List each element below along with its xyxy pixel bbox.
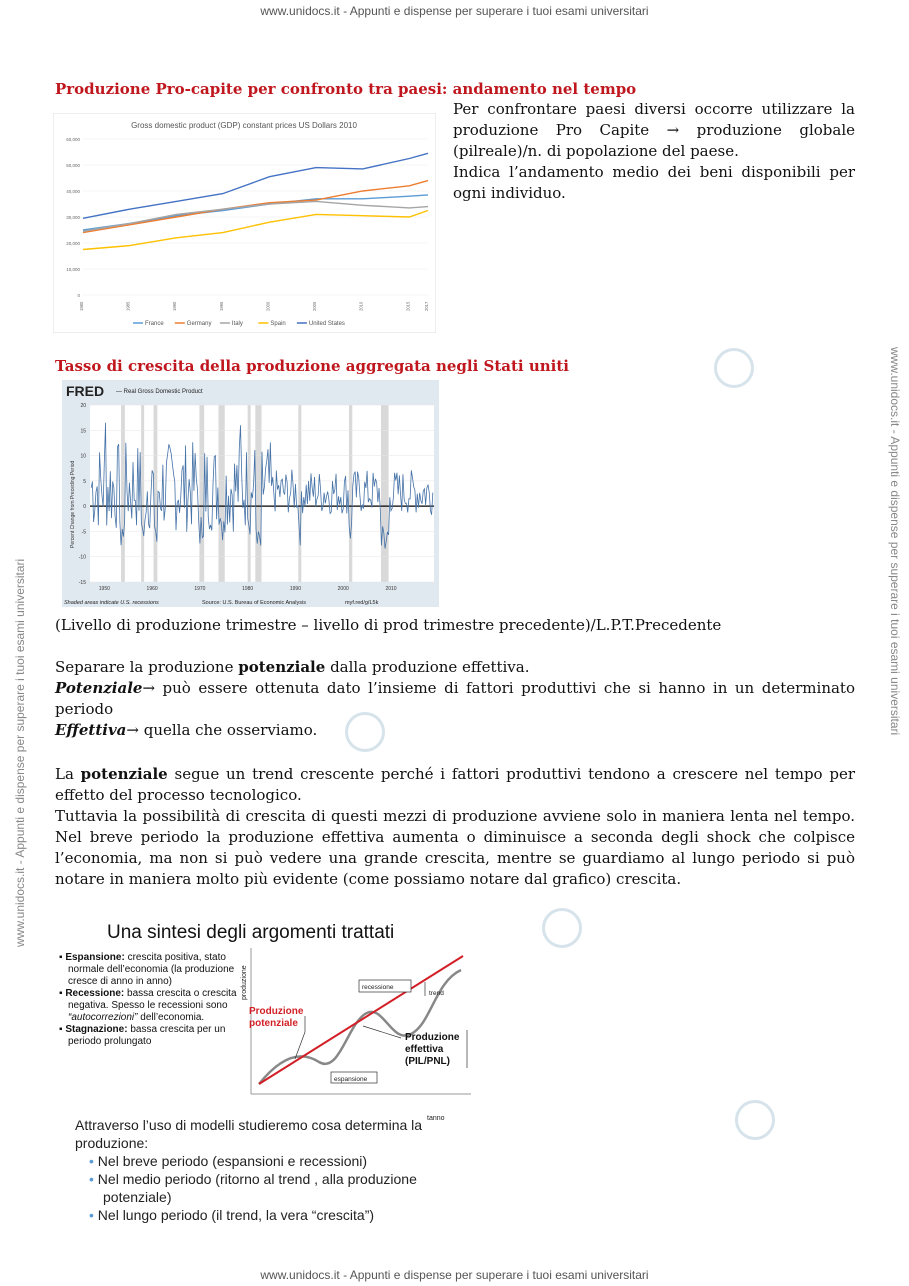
section1-line: (pilreale)/n. di popolazione del paese. — [453, 142, 739, 160]
y-tick-label: 15 — [80, 428, 86, 435]
text: segue un trend crescente perché i fattori produttivi tendono a crescere nel tempo per effetto del processo tecnologico. — [55, 765, 855, 804]
bullet-text: bassa crescita per un periodo prolungato — [68, 1024, 226, 1047]
x-tick-label: 2000 — [337, 586, 349, 592]
line-separate — [55, 657, 855, 678]
chart-link: myf.red/g/L5k — [345, 600, 379, 606]
label-espansione: espansione — [334, 1076, 368, 1083]
recession-band — [199, 405, 204, 582]
x-tick-label: 1970 — [194, 586, 206, 592]
y-tick-label: -5 — [81, 529, 86, 536]
chart-source: Source: U.S. Bureau of Economic Analysis — [202, 600, 306, 606]
watermark-right: www.unidocs.it - Appunti e dispense per superare i tuoi esami universitari — [888, 347, 902, 736]
label-trend: trend — [429, 990, 444, 997]
slide-bottom-item: • Nel breve periodo (espansioni e recessioni) — [89, 1153, 368, 1169]
y-tick-label: 5 — [83, 478, 86, 485]
x-tick-label: 2005 — [312, 301, 318, 311]
label-pot-line1: Produzione — [249, 1006, 304, 1017]
section1-line: Per confrontare paesi diversi occorre utilizzare la — [453, 100, 855, 118]
term-potenziale-label: Potenziale — [55, 679, 143, 697]
bullet-tail: dell’economia. — [137, 1012, 205, 1023]
y-tick-label: 50,000 — [66, 163, 80, 168]
trend-paragraph — [55, 764, 855, 890]
text: La — [55, 765, 81, 783]
watermark-logo-icon — [542, 908, 582, 948]
x-tick-label: 1985 — [125, 301, 131, 311]
line-potenziale — [55, 678, 855, 720]
y-tick-label: 10,000 — [66, 267, 80, 272]
label-eff-line2: effettiva — [405, 1044, 444, 1055]
y-axis-label: Percent Change from Preceding Period — [70, 460, 76, 548]
section2-heading: Tasso di crescita della produzione aggregata negli Stati uniti — [55, 357, 569, 375]
x-tick-label: 2010 — [358, 301, 364, 311]
label-recessione: recessione — [362, 984, 394, 991]
slide-bottom-item: • Nel medio periodo (ritorno al trend , alla produzione — [89, 1171, 417, 1187]
item-text: potenziale) — [103, 1189, 172, 1205]
fred-chart — [62, 380, 439, 607]
slide-bottom — [75, 1116, 422, 1224]
legend-label: France — [145, 321, 164, 327]
recession-band — [248, 405, 251, 582]
x-tick-label: 1950 — [98, 586, 110, 592]
x-tick-label: 1995 — [218, 301, 224, 311]
label-pot-line2: potenziale — [249, 1018, 298, 1029]
section1-paragraph — [453, 99, 855, 204]
recession-band — [141, 405, 144, 582]
section1-line: ogni individuo. — [453, 184, 566, 202]
diagram-y-label: produzione — [241, 965, 248, 1000]
x-tick-label: 1980 — [242, 586, 254, 592]
section1-line: produzione Pro Capite → produzione globale — [453, 121, 855, 139]
watermark-logo-icon — [714, 348, 754, 388]
slide-bottom-intro: produzione: — [75, 1135, 149, 1151]
recession-band — [298, 405, 301, 582]
term-potenziale: potenziale — [80, 765, 168, 783]
label-eff-line1: Produzione — [405, 1032, 460, 1043]
summary-slide — [55, 918, 475, 1228]
y-tick-label: -10 — [78, 554, 86, 561]
bullet-espansione: ▪ Espansione: crescita positiva, stato normale dell’economia (la produzione cresce di anno in anno) — [59, 952, 235, 987]
y-tick-label: 10 — [80, 453, 86, 460]
term-potenziale: potenziale — [238, 658, 326, 676]
section1-heading: Produzione Pro-capite per confronto tra paesi: andamento nel tempo — [55, 80, 637, 98]
cycle-diagram — [235, 944, 475, 1124]
bullet-label: Espansione: — [65, 952, 125, 963]
y-tick-label: 60,000 — [66, 137, 80, 142]
recession-band — [381, 405, 389, 582]
y-tick-label: 30,000 — [66, 215, 80, 220]
chart-footer-note: Shaded areas indicate U.S. recessions — [64, 600, 159, 606]
text: Tuttavia la possibilità di crescita di questi mezzi di produzione avviene solo in maniera lenta nel tempo. Nel breve periodo la produzione effettiva aumenta o diminuisce a seconda degli shock che colpisce l’economia, ma non si può vedere una grande crescita, mentre se guardiamo al lungo periodo si può notare in maniera molto più evidente (come possiamo notare dal grafico) crescita. — [55, 807, 855, 888]
recession-band — [219, 405, 225, 582]
y-tick-label: 0 — [77, 293, 80, 298]
bullet-italic: “autocorrezioni” — [68, 1012, 138, 1023]
recession-band — [349, 405, 352, 582]
y-tick-label: 20,000 — [66, 241, 80, 246]
text: → quella che osserviamo. — [126, 721, 318, 739]
watermark-left: www.unidocs.it - Appunti e dispense per superare i tuoi esami universitari — [13, 558, 27, 947]
x-tick-label: 1960 — [146, 586, 158, 592]
term-effettiva-label: Effettiva — [55, 721, 127, 739]
chart-legend: — Real Gross Domestic Product — [116, 389, 203, 395]
section1-line: Indica l’andamento medio dei beni disponibili per — [453, 163, 855, 181]
y-tick-label: -15 — [78, 580, 86, 586]
bullet-stagnazione: ▪ Stagnazione: bassa crescita per un periodo prolungato — [59, 1024, 226, 1047]
text: dalla produzione effettiva. — [325, 658, 530, 676]
item-text: Nel breve periodo (espansioni e recessioni) — [97, 1153, 368, 1169]
y-tick-label: 0 — [83, 504, 86, 511]
gdp-chart — [53, 113, 436, 333]
legend-label: United States — [308, 321, 345, 327]
legend-label: Germany — [186, 321, 212, 327]
gdp-chart-svg — [53, 113, 436, 333]
x-tick-label: 1990 — [172, 301, 178, 311]
item-text: Nel lungo periodo (il trend, la vera “crescita”) — [97, 1207, 375, 1223]
growth-formula: (Livello di produzione trimestre – livello di prod trimestre precedente)/L.P.T.Precedente — [55, 616, 722, 634]
bullet-text: crescita positiva, stato normale dell’economia (la produzione cresce di anno in anno) — [68, 952, 235, 987]
fred-logo: FRED — [66, 383, 105, 399]
potential-vs-actual — [55, 657, 855, 741]
bullet-label: Stagnazione: — [65, 1024, 128, 1035]
bullet-text: bassa crescita o crescita negativa. Spesso le recessioni sono — [68, 988, 237, 1011]
x-tick-label: 1980 — [79, 301, 84, 311]
watermark-top: www.unidocs.it - Appunti e dispense per superare i tuoi esami universitari — [260, 4, 649, 18]
y-tick-label: 40,000 — [66, 189, 80, 194]
item-text: Nel medio periodo (ritorno al trend , alla produzione — [97, 1171, 417, 1187]
label-eff-line3: (PIL/PNL) — [405, 1056, 450, 1067]
slide-bottom-item: • Nel lungo periodo (il trend, la vera “crescita”) — [89, 1207, 375, 1223]
bullet-recessione: ▪ Recessione: bassa crescita o crescita negativa. Spesso le recessioni sono “autocorrezioni” dell’economia. — [59, 988, 237, 1023]
x-tick-label: 2000 — [265, 301, 271, 311]
slide-bottom-item — [75, 1188, 422, 1206]
diagram-x-label: tanno — [427, 1115, 445, 1122]
fred-chart-svg — [62, 380, 439, 607]
text: Separare la produzione — [55, 658, 239, 676]
x-tick-label: 2017 — [424, 301, 429, 311]
slide-bottom-intro: Attraverso l’uso di modelli studieremo cosa determina la — [75, 1117, 423, 1133]
bullet-label: Recessione: — [65, 988, 125, 999]
x-tick-label: 2015 — [405, 301, 411, 311]
recession-band — [255, 405, 261, 582]
watermark-bottom: www.unidocs.it - Appunti e dispense per superare i tuoi esami universitari — [260, 1268, 649, 1282]
x-tick-label: 2010 — [385, 586, 397, 592]
slide-title: Una sintesi degli argomenti trattati — [107, 922, 395, 943]
slide-bullets — [59, 952, 237, 1048]
text: → può essere ottenuta dato l’insieme di fattori produttivi che si hanno in un determinato periodo — [55, 679, 855, 718]
legend-label: Spain — [270, 321, 286, 327]
x-tick-label: 1990 — [289, 586, 302, 592]
line-effettiva — [55, 720, 855, 741]
recession-band — [121, 405, 125, 582]
chart-title: Gross domestic product (GDP) constant prices US Dollars 2010 — [131, 121, 357, 130]
y-tick-label: 20 — [80, 403, 86, 409]
legend-label: Italy — [231, 321, 243, 327]
watermark-logo-icon — [735, 1100, 775, 1140]
